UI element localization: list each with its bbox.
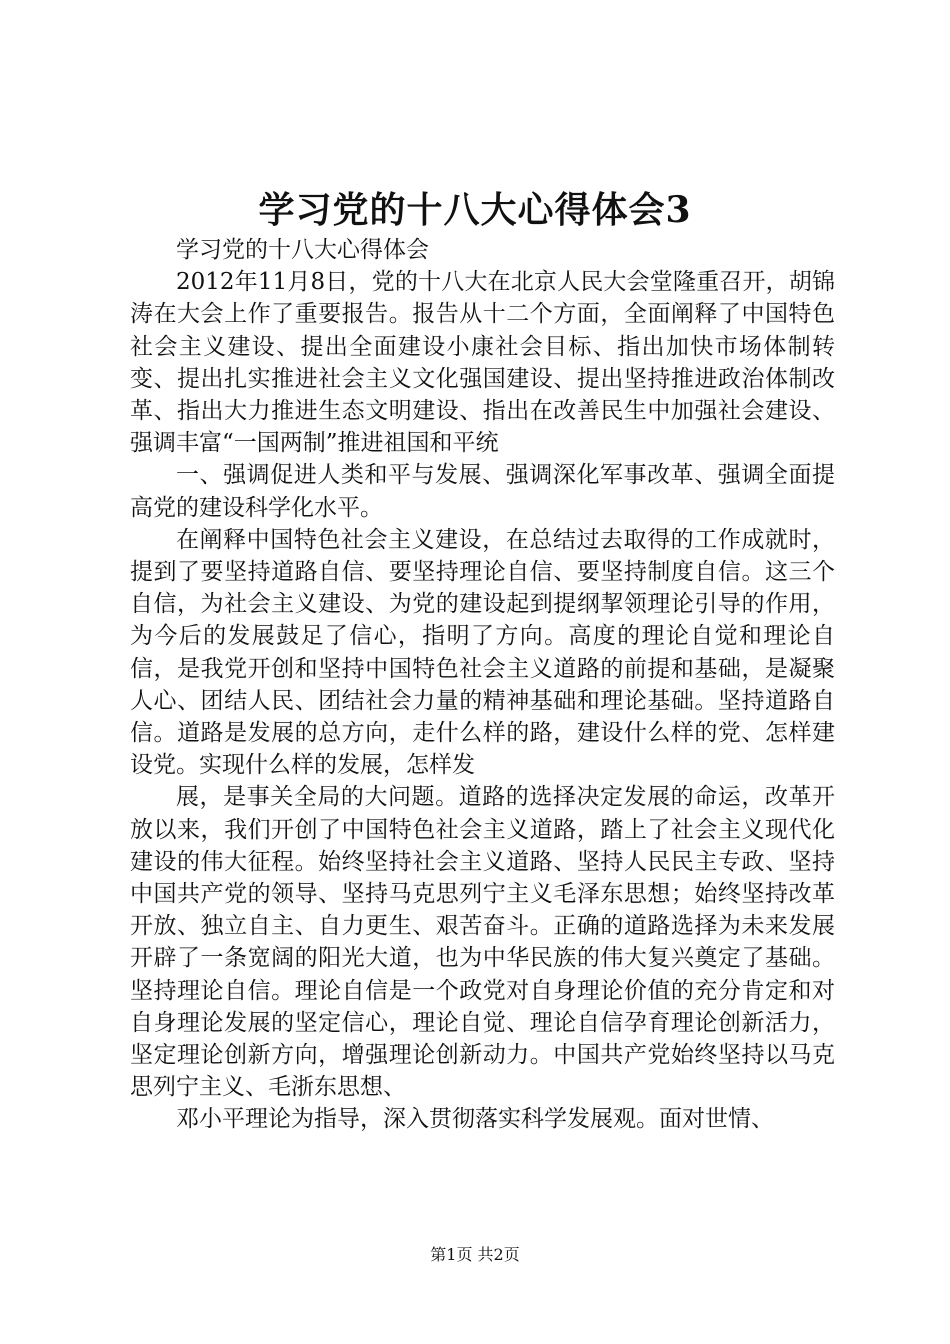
document-title: 学习党的十八大心得体会3 [258,189,692,231]
document-body [130,234,835,1136]
paragraph: 在阐释中国特色社会主义建设，在总结过去取得的工作成就时，提到了要坚持道路自信、要坚持理论自信、要坚持制度自信。这三个自信，为社会主义建设、为党的建设起到提纲挈领理论引导的作用，为今后的发展鼓足了信心，指明了方向。高度的理论自觉和理论自信，是我党开创和坚持中国特色社会主义道路的前提和基础，是凝聚人心、团结人民、团结社会力量的精神基础和理论基础。坚持道路自信。道路是发展的总方向，走什么样的路，建设什么样的党、怎样建设党。实现什么样的发展，怎样发 [130,526,835,779]
paragraph: 学习党的十八大心得体会 [176,237,429,263]
paragraph: 邓小平理论为指导，深入贯彻落实科学发展观。面对世情、 [176,1106,774,1133]
paragraph: 展，是事关全局的大问题。道路的选择决定发展的命运，改革开放以来，我们开创了中国特色社会主义道路，踏上了社会主义现代化建设的伟大征程。始终坚持社会主义道路、坚持人民民主专政、坚持中国共产党的领导、坚持马克思列宁主义毛泽东思想；始终坚持改革开放、独立自主、自力更生、艰苦奋斗。正确的道路选择为未来发展开辟了一条宽阔的阳光大道，也为中华民族的伟大复兴奠定了基础。坚持理论自信。理论自信是一个政党对自身理论价值的充分肯定和对自身理论发展的坚定信心，理论自觉、理论自信孕育理论创新活力，坚定理论创新方向，增强理论创新动力。中国共产党始终坚持以马克思列宁主义、毛浙东思想、 [130,784,835,1101]
paragraph: 2012年11月8日，党的十八大在北京人民大会堂隆重召开，胡锦涛在大会上作了重要报告。报告从十二个方面，全面阐释了中国特色社会主义建设、提出全面建设小康社会目标、指出加快市场体制转变、提出扎实推进社会主义文化强国建设、提出坚持推进政治体制改革、指出大力推进生态文明建设、指出在改善民生中加强社会建设、强调丰富“一国两制”推进祖国和平统 [130,269,835,457]
paragraph: 一、强调促进人类和平与发展、强调深化军事改革、强调全面提高党的建设科学化水平。 [130,462,835,521]
page-footer: 第1页 共2页 [430,1245,520,1264]
